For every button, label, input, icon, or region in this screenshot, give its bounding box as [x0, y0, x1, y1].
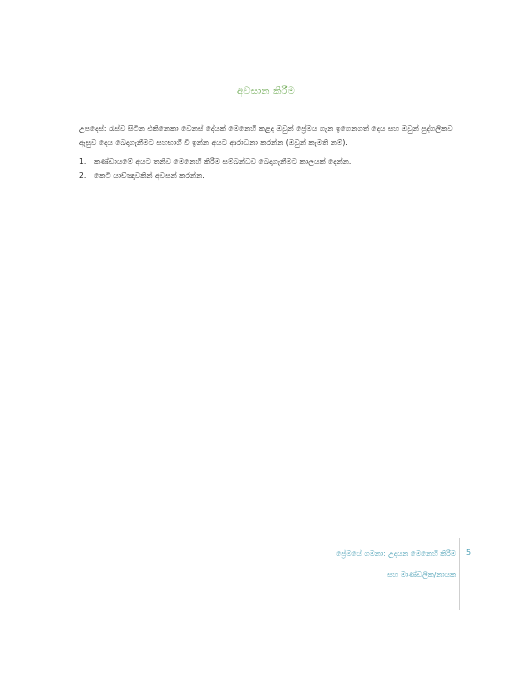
- instruction-paragraph: උපදෙස්: රැස්ව සිටින එකිනෙකා වෙනස් දේයක් මෙනෙහි කළද ඔවුන් ප්‍රේමය ගැන ඉගෙනගත් දෙය සහ ඔවුන් පුද්ගලිකව ඇසුව දෙය බෙදාගැනීමට සහභාගී වී ඉන්න අයට ආරාධනා කරන්න (ඔවුන් කැමති නම්).: [79, 124, 453, 147]
- page-footer: [336, 543, 456, 585]
- list-item-text: කණ්ඩායමේ අයට තනිව මෙනෙහි කිරීම සම්බන්ධව බෙදාගැනීමට කාලයක් දෙන්න.: [94, 157, 352, 166]
- list-item-text: කෙටි යාච්ඤාවකින් අවසන් කරන්න.: [94, 171, 205, 180]
- section-heading: අවසාන කිරීම: [236, 86, 296, 97]
- list-item: [79, 155, 459, 169]
- list-item: [79, 169, 459, 183]
- list-item-number: 2.: [79, 171, 87, 180]
- footer-title: ප්‍රේමයේ ගමනා: උදයන මෙනෙහි කිරීම: [336, 549, 456, 558]
- steps-list: [79, 155, 459, 183]
- list-item-number: 1.: [79, 157, 87, 166]
- footer-divider: [459, 538, 460, 610]
- footer-subtitle: සහ මාණ්ඩලික/නායක: [387, 570, 456, 579]
- page-number: 5: [466, 548, 472, 557]
